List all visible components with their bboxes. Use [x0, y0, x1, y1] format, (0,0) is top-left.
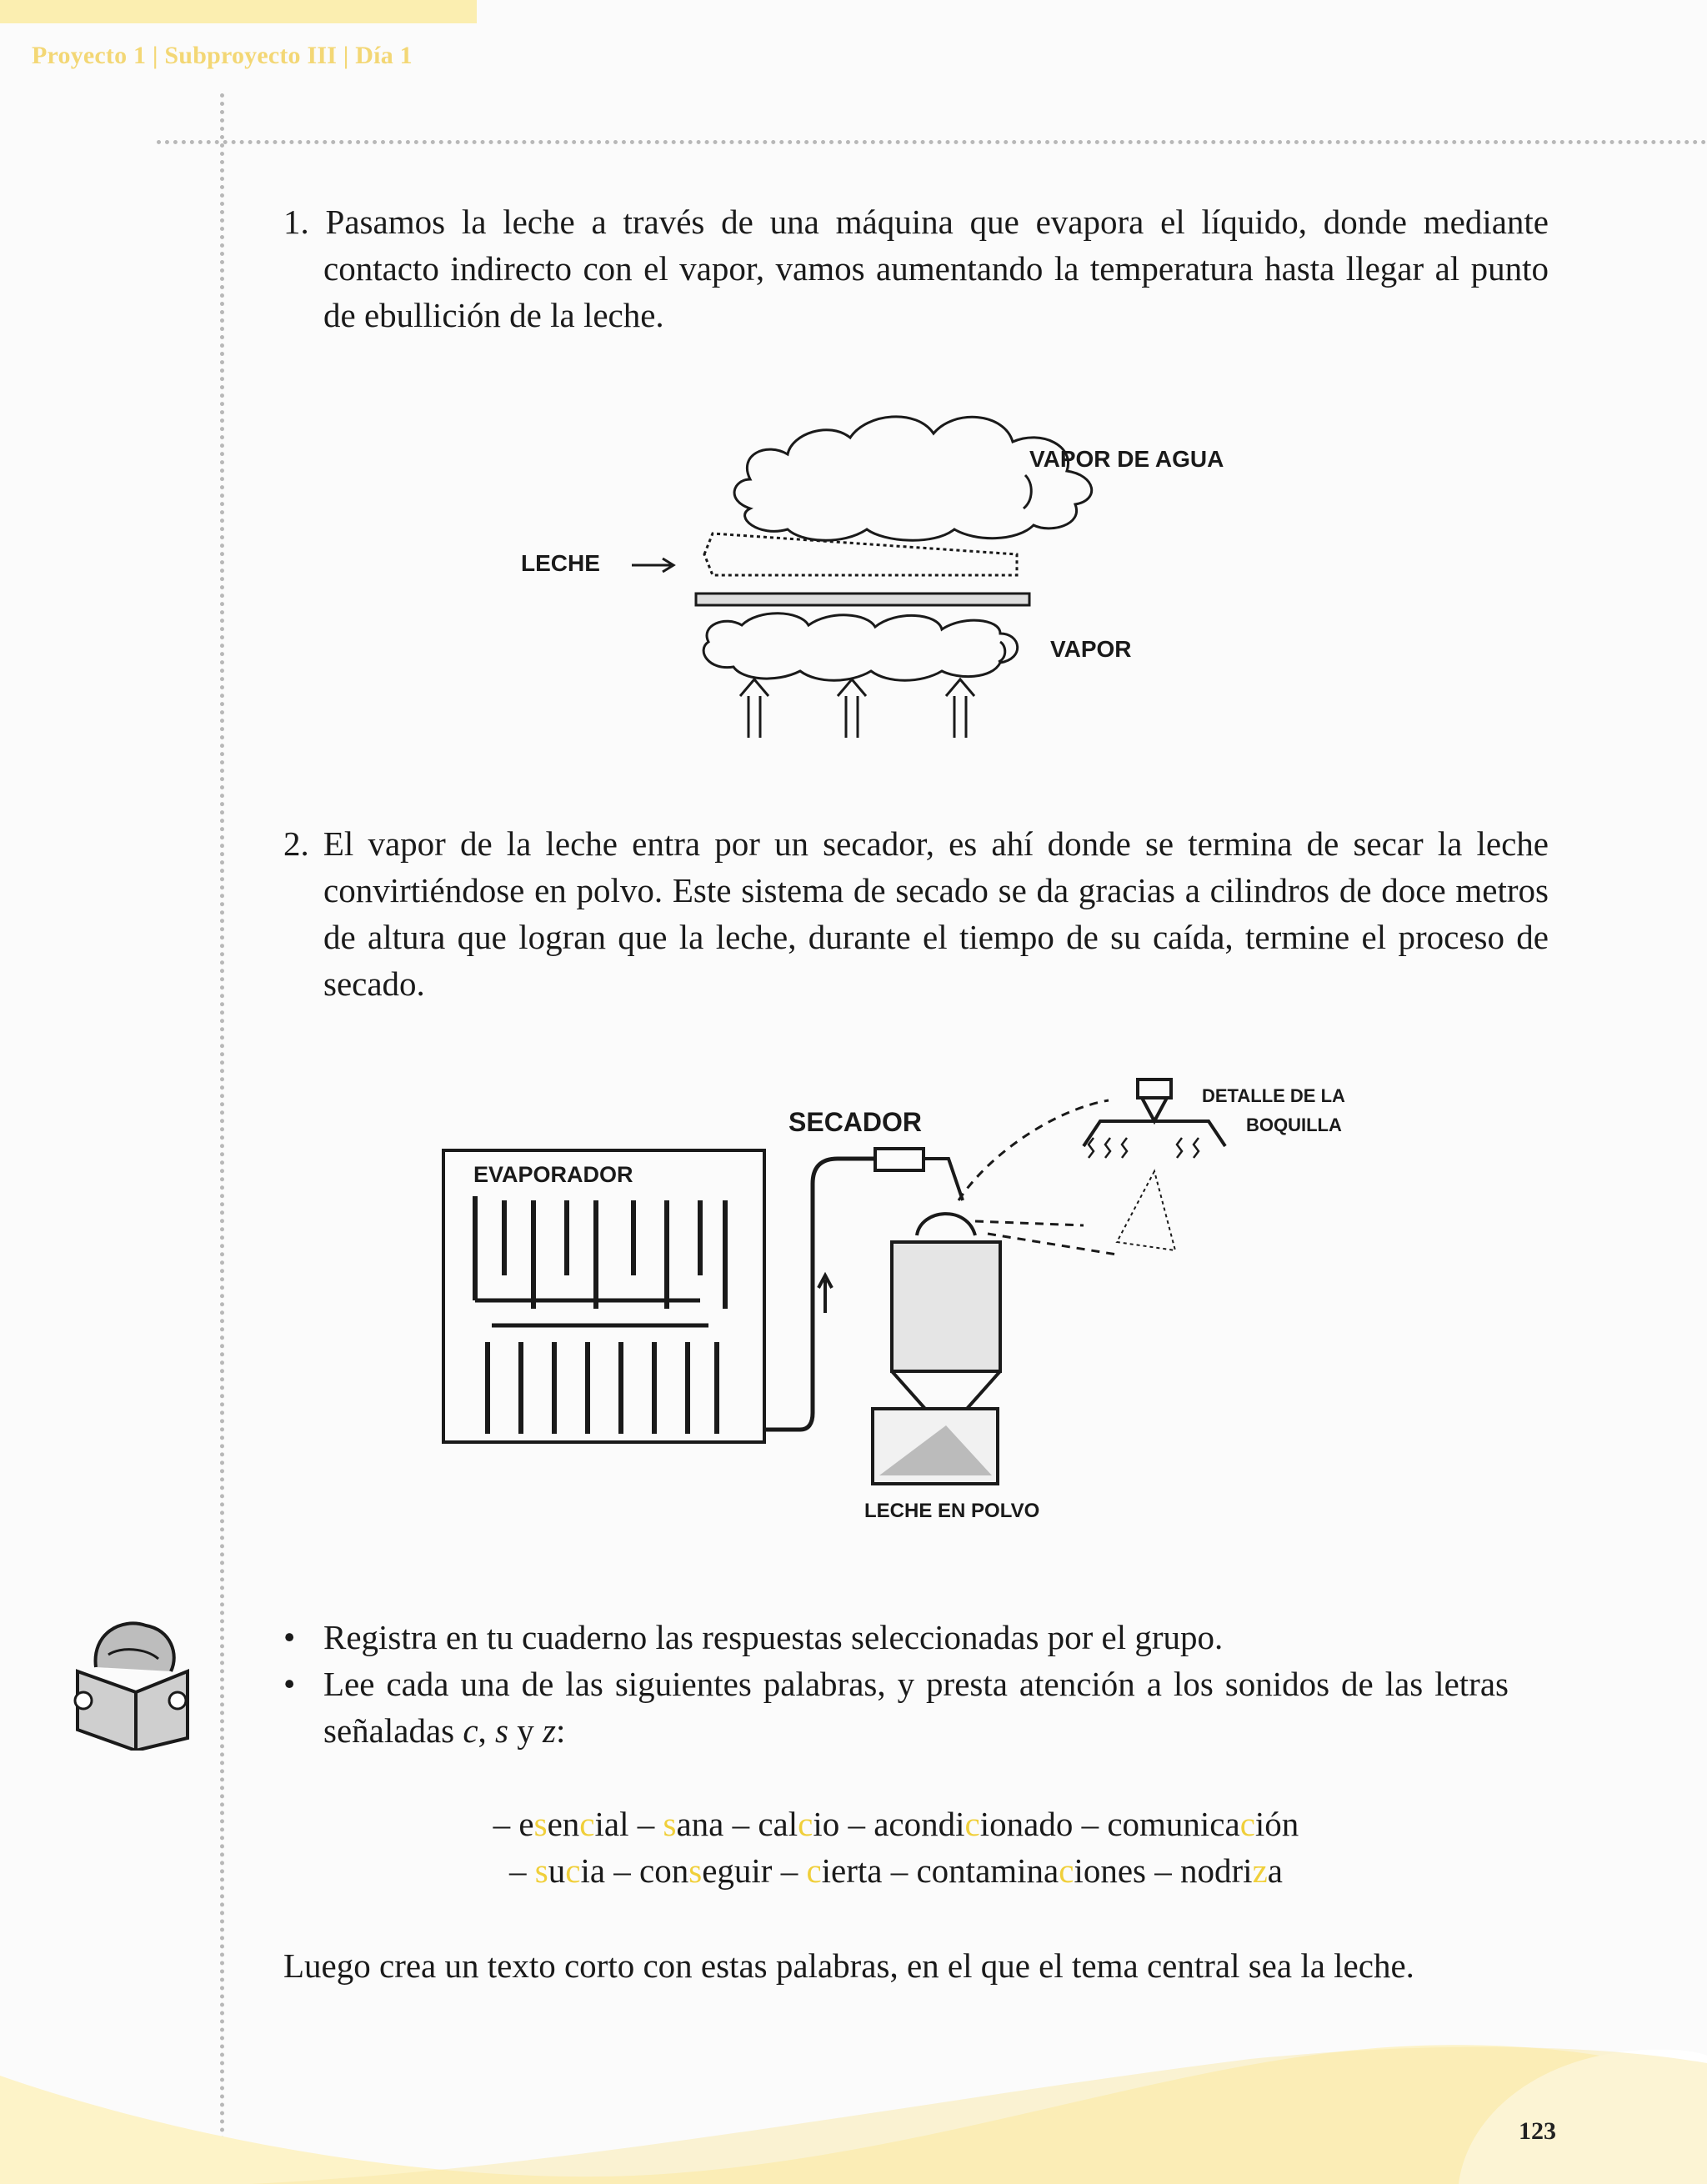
instruction-item-2: • Lee cada una de las siguientes palabras, y presta atención a los sonidos de las letras señaladas c, s y z:	[283, 1661, 1509, 1754]
highlighted-letter: s	[663, 1805, 677, 1843]
word-text: – e	[493, 1805, 534, 1843]
highlighted-letter: z	[1252, 1851, 1268, 1890]
highlighted-letter: c	[964, 1805, 980, 1843]
highlighted-letter: c	[1059, 1851, 1074, 1890]
word-list-line-1	[283, 1801, 1509, 1847]
step-1	[283, 198, 1549, 338]
label-leche: LECHE	[521, 550, 600, 576]
metal-plate	[696, 594, 1029, 605]
step-2-text: El vapor de la leche entra por un secador, es ahí donde se termina de secar la leche convirtiéndose en polvo. Este sistema de secado se da gracias a cilindros de doce metros de altura que logran que la leche, durante el tiempo de su caída, termine el proceso de secado.	[323, 824, 1549, 1003]
header-label: Proyecto 1 | Subproyecto III | Día 1	[32, 42, 413, 69]
step-2	[283, 820, 1549, 1007]
word-text: ia – con	[580, 1851, 689, 1890]
highlighted-letter: c	[806, 1851, 822, 1890]
word-text: ión	[1254, 1805, 1299, 1843]
figure-milk-evaporation	[500, 392, 1300, 750]
word-text: eguir –	[702, 1851, 807, 1890]
steam-cloud	[703, 614, 1018, 681]
closing-instruction: Luego crea un texto corto con estas palabras, en el que el tema central sea la leche.	[283, 1946, 1414, 1985]
word-text: en	[547, 1805, 580, 1843]
label-vapor-de-agua: VAPOR DE AGUA	[1029, 446, 1224, 472]
milk-layer	[704, 533, 1017, 575]
word-text: –	[509, 1851, 535, 1890]
label-evaporador: EVAPORADOR	[473, 1162, 633, 1187]
reading-child-icon	[71, 1613, 196, 1751]
instructions-list	[283, 1614, 1509, 1754]
highlighted-letter: s	[534, 1851, 548, 1890]
page-number: 123	[1519, 2117, 1556, 2145]
highlighted-letter: s	[533, 1805, 548, 1843]
step-2-number: 2.	[283, 824, 309, 863]
word-text: ionado – comunica	[979, 1805, 1240, 1843]
highlighted-letter: s	[688, 1851, 703, 1890]
label-secador: SECADOR	[788, 1107, 923, 1137]
label-boquilla: BOQUILLA	[1246, 1115, 1342, 1135]
word-text: ierta – contamina	[821, 1851, 1059, 1890]
word-text: iones – nodri	[1074, 1851, 1253, 1890]
highlighted-letter: c	[565, 1851, 581, 1890]
word-text: io – acondi	[813, 1805, 965, 1843]
dryer-dome	[917, 1214, 975, 1235]
dryer-cylinder	[892, 1242, 1000, 1371]
word-list-line-2	[283, 1847, 1509, 1894]
step-1-number: 1.	[283, 203, 309, 241]
word-text: ial –	[594, 1805, 663, 1843]
highlighted-letter: c	[579, 1805, 595, 1843]
instruction-item-1: • Registra en tu cuaderno las respuestas seleccionadas por el grupo.	[283, 1614, 1509, 1661]
word-text: ana – cal	[676, 1805, 798, 1843]
word-text: u	[548, 1851, 566, 1890]
word-text: a	[1267, 1851, 1283, 1890]
step-1-text: Pasamos la leche a través de una máquina que evapora el líquido, donde mediante contacto indirecto con el vapor, vamos aumentando la temperatura hasta llegar al punto de ebullición de la leche.	[323, 203, 1549, 334]
figure-milk-drying-system	[425, 1075, 1400, 1542]
water-vapor-cloud	[734, 417, 1092, 540]
label-detalle-de-la: DETALLE DE LA	[1202, 1085, 1345, 1106]
highlighted-letter: c	[1239, 1805, 1255, 1843]
highlighted-letter: c	[798, 1805, 813, 1843]
label-leche-en-polvo: LECHE EN POLVO	[864, 1500, 1040, 1522]
label-vapor: VAPOR	[1050, 636, 1132, 662]
